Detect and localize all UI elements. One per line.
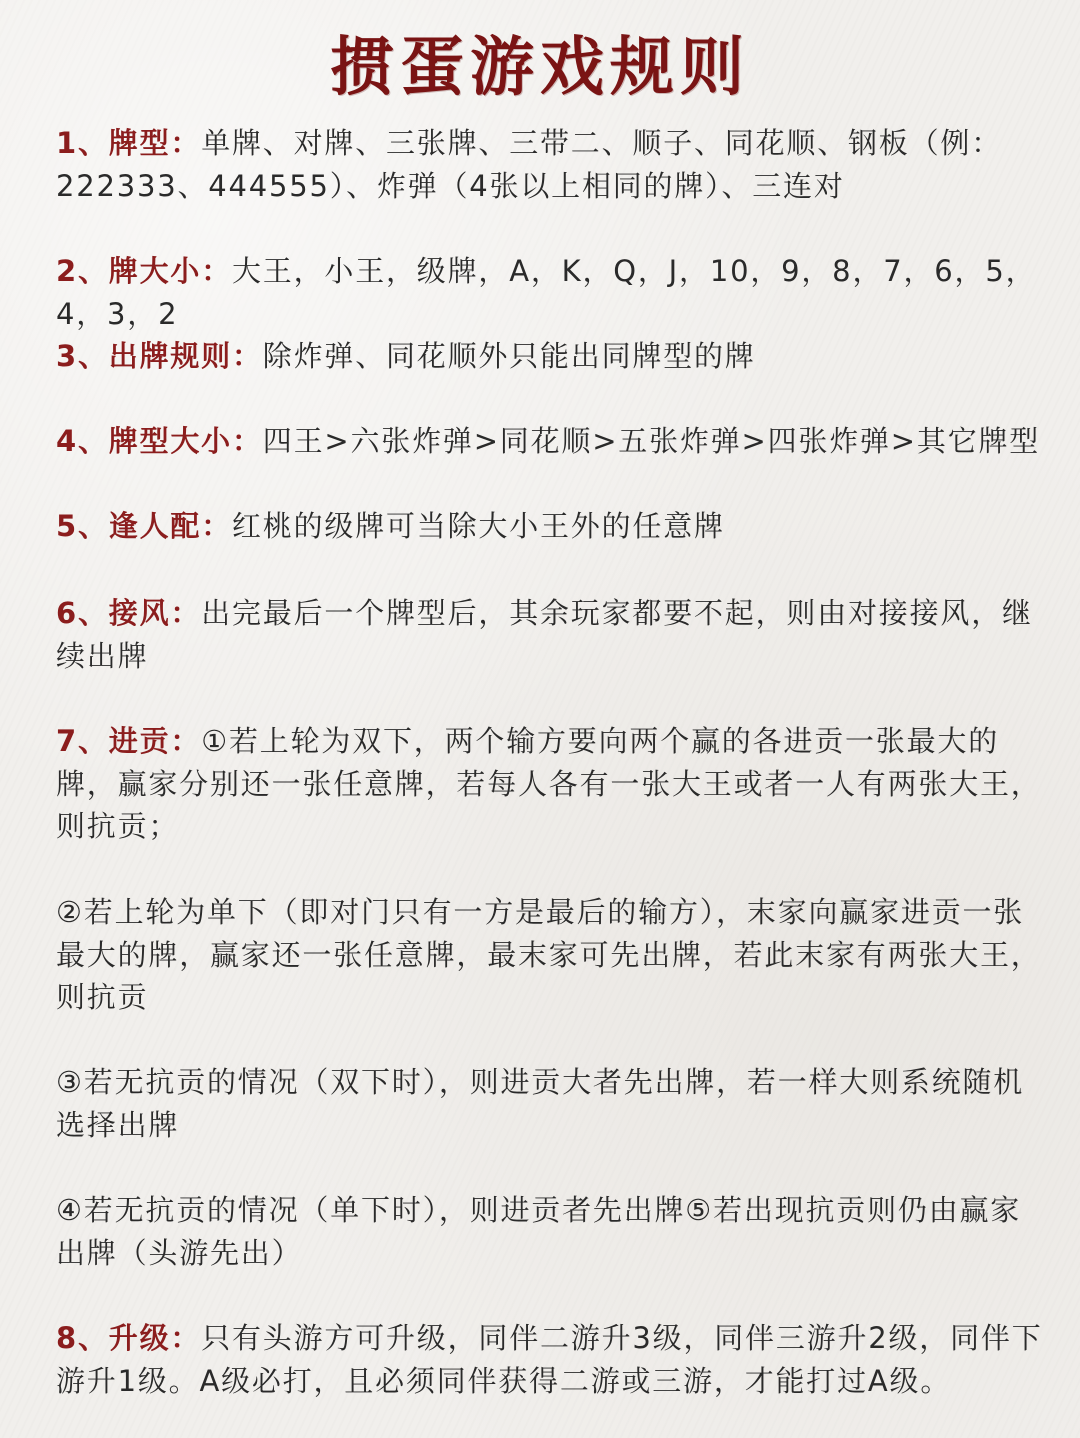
rule-colon: ： [231,339,263,373]
rule-level-up [56,1317,1046,1402]
rule-label: 升级 [108,1321,171,1355]
rule-text: 单牌、对牌、三张牌、三带二、顺子、同花顺、钢板（例：222333、444555）、炸弹（4张以上相同的牌）、三连对 [56,126,1003,203]
rule-colon: ： [231,424,263,458]
rule-number: 6、 [56,596,109,630]
rule-text: ③若无抗贡的情况（双下时），则进贡大者先出牌，若一样大则系统随机选择出牌 [56,1065,1025,1142]
rule-label: 牌型大小 [108,424,232,458]
rule-play-rules [56,335,1046,378]
rule-text: 大王，小王，级牌，A，K，Q，J，10，9，8，7，6，5，4，3，2 [56,254,1037,331]
rule-text: 四王>六张炸弹>同花顺>五张炸弹>四张炸弹>其它牌型 [262,424,1041,458]
rule-colon: ： [201,254,232,288]
rule-tribute-single-loss [56,891,1046,1019]
rule-number: 4、 [56,424,109,458]
rule-take-over [56,592,1046,677]
rule-colon: ： [170,724,202,758]
rule-card-ranking [56,250,1046,335]
rule-number: 2、 [56,254,109,288]
rule-tribute [56,720,1046,848]
rule-label: 牌大小 [108,254,202,288]
rule-wildcard [56,505,1046,548]
rule-number: 5、 [56,509,109,543]
rule-tribute-no-resist-double [56,1061,1046,1146]
rule-tribute-no-resist-single [56,1189,1046,1274]
rule-type-ranking [56,420,1046,463]
rule-label: 逢人配 [108,509,202,543]
page-title: 掼蛋游戏规则 [330,30,750,105]
rule-text: 只有头游方可升级，同伴二游升3级，同伴三游升2级，同伴下游升1级。A级必打，且必须同伴获得二游或三游，才能打过A级。 [56,1321,1043,1398]
rule-label: 出牌规则 [108,339,232,373]
rule-number: 3、 [56,339,109,373]
rule-number: 8、 [56,1321,109,1355]
rule-text: 出完最后一个牌型后，其余玩家都要不起，则由对接接风，继续出牌 [56,596,1033,673]
rule-colon: ： [170,126,202,160]
rule-label: 进贡 [108,724,171,758]
rule-colon: ： [201,509,232,543]
rule-text: 红桃的级牌可当除大小王外的任意牌 [232,509,725,543]
rule-colon: ： [170,596,202,630]
rule-text: ①若上轮为双下，两个输方要向两个赢的各进贡一张最大的牌，赢家分别还一张任意牌，若每人各有一张大王或者一人有两张大王，则抗贡； [56,724,1042,843]
rule-number: 1、 [56,126,109,160]
rule-number: 7、 [56,724,109,758]
rule-card-types [56,122,1046,207]
rule-label: 接风 [108,596,171,630]
rule-text: 除炸弹、同花顺外只能出同牌型的牌 [262,339,756,373]
rule-label: 牌型 [108,126,171,160]
rule-text: ②若上轮为单下（即对门只有一方是最后的输方），末家向赢家进贡一张最大的牌，赢家还一张任意牌，最末家可先出牌，若此末家有两张大王，则抗贡 [56,895,1042,1014]
rule-colon: ： [170,1321,202,1355]
rule-text: ④若无抗贡的情况（单下时），则进贡者先出牌⑤若出现抗贡则仍由赢家出牌（头游先出） [56,1193,1022,1270]
